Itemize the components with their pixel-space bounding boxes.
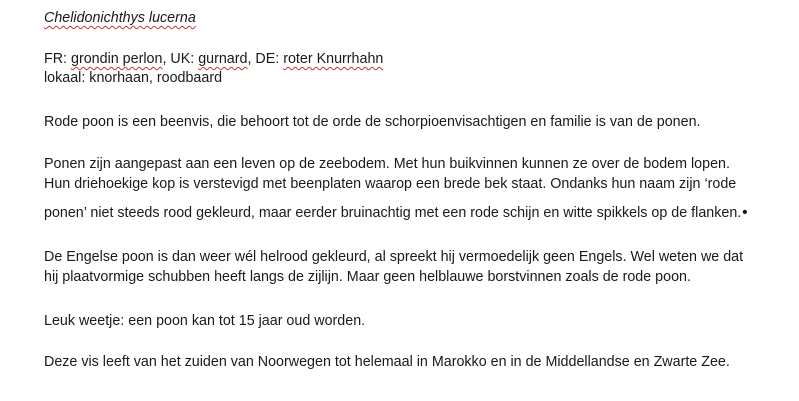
- paragraph-4: Leuk weetje: een poon kan tot 15 jaar oud worden.: [44, 313, 366, 329]
- de-label: , DE:: [247, 51, 284, 67]
- paragraph-2-line-3-text: ponen’ niet steeds rood gekleurd, maar eerder bruinachtig met een rode schijn en witte spikkels op de flanken.: [44, 205, 742, 221]
- local-names-line: lokaal: knorhaan, roodbaard: [44, 70, 223, 86]
- de-name: roter Knurrhahn: [283, 51, 384, 67]
- uk-name: gurnard: [198, 51, 248, 67]
- names-line: [44, 50, 383, 68]
- paragraph-2-line-1: Ponen zijn aangepast aan een leven op de zeebodem. Met hun buikvinnen kunnen ze over de bodem lopen.: [44, 156, 730, 172]
- fr-name: grondin perlon: [71, 51, 163, 67]
- paragraph-2-line-3: [44, 204, 748, 222]
- fr-label: FR:: [44, 51, 72, 67]
- paragraph-3-line-2: hij plaatvormige schubben heeft langs de zijlijn. Maar geen helblauwe borstvinnen zoals de rode poon.: [44, 269, 691, 285]
- uk-label: , UK:: [162, 51, 199, 67]
- paragraph-2-line-2: Hun driehoekige kop is verstevigd met beenplaten waarop een brede bek staat. Ondanks hun naam zijn ‘rode: [44, 176, 737, 192]
- paragraph-1: Rode poon is een beenvis, die behoort tot de orde de schorpioenvisachtigen en familie is van de ponen.: [44, 114, 701, 130]
- species-title-text: Chelidonichthys lucerna: [44, 10, 196, 26]
- paragraph-5: Deze vis leeft van het zuiden van Noorwegen tot helemaal in Marokko en in de Middellandse en Zwarte Zee.: [44, 354, 730, 370]
- paragraph-3-line-1: De Engelse poon is dan weer wél helrood gekleurd, al spreekt hij vermoedelijk geen Engels. Wel weten we dat: [44, 249, 744, 265]
- species-title: [44, 9, 196, 27]
- paragraph-mark: •: [742, 204, 748, 221]
